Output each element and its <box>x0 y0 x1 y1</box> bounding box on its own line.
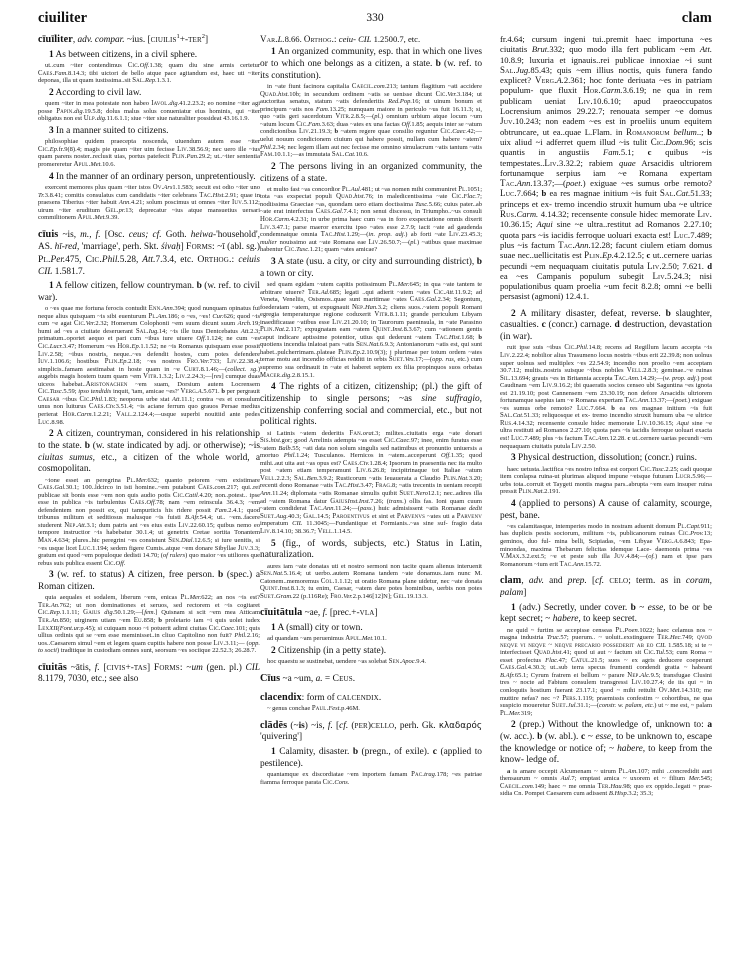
sense-number: 3 <box>271 256 276 267</box>
entry-continuation: Var.L.8.66. Orthog.: ceiu- CIL 1.2500.7, etc. <box>260 34 421 44</box>
dictionary-entry <box>260 720 482 786</box>
sense-number: 1 <box>271 47 276 58</box>
dictionary-entry <box>260 34 482 600</box>
dictionary-entry <box>38 229 260 655</box>
dictionary-entry <box>260 673 482 686</box>
sense-citations: exercent memores plus quam ~iter istos Ov.Ars1.1.583; secuit est odio ~iter uno Tr.3.8.41; comitis consulatus cum candidatis ~iter celebrans Tac.Hist.2.91; quae in praesens Tiberius ~iter habuit Ann.4.21; solum poscimus ut omnes ~iter Iuv.5.112; uirum ~iter eruditum Gel.pr.13; deprecatur ~ius atque mansuetius uersari commilitonem Apul.Met.9.39. <box>38 184 260 222</box>
sense-definition: 3 A state (usu. a city, or city and surrounding district), b a town or city. <box>260 256 482 279</box>
sense-citations: ~es calamitasque, intemperies modo in nostram aduenit domum Pl.Capt.911; has duplicis pestis sociorum, militum ~is, publicanorum ruinas Cic.Prov.13; geminos, duo ful- mina belli, Scipiadas, ~em Libyae Verg.A.6.843; Epa- minondas, maxima Thebarum felicitas idemque Lace- daemonis prima ~es V.Max.3.2.ext.5; ~e et peste sub illa Juv.4.84;—(of.) nam et ipse pars Romanorum ~ium erit Tac.Ann.15.72. <box>500 522 712 568</box>
column-1 <box>38 34 260 959</box>
sense-definition: 3 Physical destruction, dissolution; (concr.) ruins. <box>511 453 697 464</box>
sense-number: 2 <box>271 161 276 172</box>
sense-number: 3 <box>511 453 516 464</box>
sense-citations: ne quid ~ furtim se accepisse censeas Pl.Poen.1022; haec celamus nos ~ magna industria Truc.57; puerum.. ~ uoluit..exstinguere Ter.Hec.749; qvod neqve vi neqve ~ neqve precario possederit ab eo CIL 1.585.18; si te ~ interfecisset Quad.hist.41; quod ui aut ~ factum sit Cic.Tul.53; cum Roma ~ esset profectus Flac.47; Catul.21.5; suos ~ ex agris deducere coeperunt Caes.Gal.4.30.3; ut..sub terra specus frumenti condendi gratia ~ habeant B.Afr.65.1; Cyrum fratrem ei bellum ~ parare Nep.Alc.9.5; transfugae Clusini tres ~ nocte ad Fabium consulem transgressi Liv.10.27.4; de iis qui ~ in conloquiis hostium fuerant 23.17.1; quod ~ mihi rettulit Ov.Met.14.310; me muttire nefas? nec ~? Pers.1.119; praemissis confestim ~ cohortibus, ne qua suspicio moueretur Suet.Jul.31.1;—(constr. w. palam, etc.) ut ~ me est, ~ palam Pl.Mer.319; <box>500 626 712 717</box>
page-number: 330 <box>366 12 384 24</box>
sense-definition: 5 (fig., of words, subjects, etc.) Status in Latin, naturalization. <box>260 538 482 561</box>
sense-citations: ad quandam ~am peruenimus Apul.Met.10.1. <box>267 635 387 643</box>
sense-number: 4 <box>511 498 516 509</box>
sense-number: 1 <box>49 281 54 292</box>
column-3 <box>500 34 712 959</box>
dictionary-entry <box>38 662 260 686</box>
running-head-left: ciuiliter <box>38 10 88 26</box>
entry-continuation: fr.4.64; cursum ingeni tui..premit haec importuna ~es ciuitatis Brut.332; quo modo illa fert publicam ~em Att. 10.8.9; luxuria et ignauis..rei publicae innoxiae ~i sunt Sal.Jug.85.43; quis ~em illius noctis, quis funera fando explicet? Verg.A.2.361; hoc fonte deriuata ~es in patriam populum- que fluxit Hor.Carm.3.6.19; ne qua in rem publicam ueniat Liv.10.6.10; apud praeoccupatos Locrensium animos 29.22.7; renouata semper ~e domus Juv.10.243; non eadem ~es est in proeliis unum equitem obtruncare, ut ea..quae L.Flam. in Romanorum bellum..; b uix aliud ~i adferret quem illud ~is tulit Cic.Dom.96; scis quantis in angustiis Fam.5.1; c quibus ~is tempestates..Liv.3.32.2; rabiem quae Arsacidis ultriorem fortunamque serpius iam ~e Romana expertam Tac.Ann.13.37;—(poet.) exiguae ~es sumus orbe remoto? Luc.7.664; b ea res magnae initium ~is fuit Sal.Cat.51.33; princeps et ex- tremo incendio struxit humum uba ~e ultrice Rus.Carm. 4.14.32; recensente consule hidec memorate Liv. 10.36.15; Aqui sine ~e ultra..restitut ad Romanos 2.27.10; quota pars ~is iacidis ferroque uoluari exacta est! Luc.7.489; plus ~is factum Tac.Ann.12.28; facunt ciulem etiam domus suae nec..uellicitatis est Plin.Ep.4.2.12.5; c ut..cernere uarias pecundi ~em nequaquam ciuitatis putula Liv.2.50; 7.621. d ea ~es Campanis populum subegit Liv.5.24.3; nisi populationibus quam proelia ~um fecit 8.2.8; omni ~e belli persasist (agmoni) 12.4.1. <box>500 34 712 302</box>
sense-definition: 2 The persons living in an organized community, the citizens of a state. <box>260 161 482 184</box>
sense-number: 4 <box>271 382 276 393</box>
sense-number: 3 <box>49 126 54 137</box>
sense-citations: ut..cum ~iter contendimus Cic.Off.1.38; quam diu sine armis certetur Caes.Fam.8.14.3; tibi uictori de bello atque pace agitandum est, haec uti ~iter deponas, illa ut quam iustissima..sit Sal.Rep.1.3.1. <box>38 62 260 85</box>
entry-headword-line: clacendix: form of calcendix. <box>260 692 382 704</box>
entry-headword-line: cīuitātula ~ae, f. [prec.+-vla] <box>260 607 378 619</box>
sense-number: 2 <box>49 429 54 440</box>
sense-definition: 1 A fellow citizen, fellow countryman. b (w. ref. to civil war). <box>38 281 260 303</box>
sense-citations: hoc quaestu se sustinebat, uendere ~as solebat Sen.Apoc.9.4. <box>267 658 427 666</box>
headword: clādēs <box>260 719 288 731</box>
sense-number: 1 <box>511 602 516 613</box>
column-2 <box>260 34 482 959</box>
column-container <box>0 34 750 959</box>
dictionary-entry <box>500 309 712 569</box>
sense-definition: 4 (applied to persons) A cause of calamity, scourge, pest, bane. <box>500 498 712 521</box>
sense-citations: et multo fast ~as concordior Pl.Aul.481; ut ~as nomen mihi communiret Pl.1051; tota ~as exspectat populi Quad.hist.76; in maledicentissima ~ate Cic.Flac.7; nodiissima Graeciae ~as, quondam uero etiam doctissima Tusc.5.66; cuius pater..ab ~ate erat interfectus Caes.Gal.7.4.1; non senui discessu, in Triumpho..~us consuli Hor.Carm.4.2.31; in urbe prima haec cum ~as in foro exspectatione omnis dixerit Liv.3.47.1; parse maeror exercitu ipso ~ates esse 2.7.9; iacit ~ate ad gaudenda condemnatque omnia Tac.Hist.1.29;—(in. prop. adj.) ab forti ~ate Liv.23.45.3; mulier nouissimo aut ~ate Romana eae Liv.26.50.7;—(pl.) ~atibus quae maximae habentur Cic.Tusc.1.21; quam ~ates amicae? <box>260 185 482 254</box>
running-head-right: clam <box>681 10 712 26</box>
sense-citations: a is amare occepit Alcumenam ~ uirum Pl.Am.107; mihi ..concredidit auri thensaurum ~ omnis Aul.7; emptast amica ~ uxorem et ~ filium Mer.545; Caecil.com.149; haec ~ me omnia Ter.Hau.98; quo ex oppido..legati ~ prae- sidia Cn. Pompei Caesarem cum adissent B.Hisp.3.2; 35.3; <box>500 767 712 798</box>
sense-number: 2 <box>511 308 516 319</box>
sense-number: 3 <box>49 570 54 581</box>
sense-number: 2 <box>49 87 54 98</box>
sense-definition: 3 In a manner suited to citizens. <box>49 126 169 137</box>
entry-headword-line: clam, adv. and prep. [cf. celo; term. as in coram, palam] <box>500 575 712 598</box>
sense-definition: 2 A citizen, countryman, considered in his relationship to the state. b (w. state indicated by adj. or otherwise); ~is ciuitas sumus, etc., a citizen of the whole world, a cosmopolitan. <box>38 429 260 475</box>
running-head <box>0 0 750 30</box>
sense-citations: ~ione esset an peregrina Pl.Mer.632; quanto peiorem ~em existimare Caes.Gal.30.1; 100..ldcirco in isti homine..~em putabunt Caes.com.217; qui..rei publicae sit bonis esse ~em non quis audio potis Cic.Catil.4.20; non..potest.. ipse esse in publica ~is turbulentus Caes.Off.78; nam ~em reinscula 36.4.3; ~em defendentem non possit ex, qui tampurticis his ridere possit Fam.2.4.1; quod tribunus militum et seditiosus malusque ~is fuisti B.Afr.54.4; ut.. ~em..facere studerent Nep.Att.3.1; dum patris ani ~es eius estis Liv.22.60.15; quibus nemo eo tempore instructior ~is habebatur 30.1.4; ut genetrix Cretae sortita Tonantem Man.4.634; plures..hic peregrini ~es consistunt Sen.Dial.12.6.5; si iure uenitis, si ~es usque licet Luc.1.194; sedem figere Cumis..atque ~em donare Sibyllae Juv.3.3; gratum est quod ~em populoque dedisti 14.70; (of rulers) quo maior ~es utiliores que rebus suis publica essent Cic.Off. <box>38 476 260 567</box>
entry-headword-line: Cīus ~a ~um, a. = Ceus. <box>260 672 356 684</box>
sense-citations: in ~ate fiunt facinora capitalia Caecil.com.213; tantum flagitium ~ati accidere Quad.hist.10b; in secundum ordinem ~atis se uenisse dicunt Cic.Ver.3.184; ut auctoritas senatus, statum ~atis defenderitis Red.Pop.16; ut uinum bonum et principum ~atis nos Fam.13.25; numquam maiore in periculo ~us fuit 16.11.3; si, quo ~atis geri sacerdotum Vitr.2.8.5;—(pl.) omnium urbium atque locum ~um ~atum locum Cic.Fam.3.63; duas ~ates ex una factas Off.1.85; aequis inter se ~atum condicionibus Liv.21.19.3; b ~atem regere quae consilio reguntur Cic.Caec.42;—uelut nouum condicionem ciuium qui habere possit, nullam cum habere ~atem? Phil.2.34; nec legem illam aut nec fecisse me omnino simulacrum ~atis tantum ~atis Fam.10.1.1;—as immutata Sal.Cat.10.6. <box>260 83 482 159</box>
sense-definition: 4 The rights of a citizen, citizenship; (pl.) the gift of citizenship to single persons; ~as sine suffragio, citizenship conferring social and commercial, etc., but not political rights. <box>260 382 482 428</box>
sense-definition: 2 (prep.) Without the knowledge of, unknown to: a (w. acc.). b (w. abl.). c ~ esse, to be unknown to, escape the knowledge or notice of; ~ habere, to keep from the know- ledge of. <box>500 720 712 766</box>
sense-definition: 1 A (small) city or town. <box>271 623 363 634</box>
sense-number: 2 <box>511 720 516 731</box>
sense-number: 5 <box>271 538 276 549</box>
sense-citations: quantamque ex discordiatae ~em inportem famam Pac.trag.178; ~es patriae fiamma ferroque parata Cic.Cons. <box>260 771 482 786</box>
sense-citations: philosophiae quidem praecepta noscenda, uiuendum autem esse ~iter Cic.Ep.fr.9(8).4; magis pie quam ~iter uim fecisse Liv.38.56.9; nec uero ille ~ius quam parens noster..reclusit uias, portus patefecit Plin.Pan.29.2; ut..~iter sententia promereretur Apul.Met.10.6. <box>38 138 260 168</box>
sense-definition: 1 As between citizens, in a civil sphere. <box>49 49 198 60</box>
headword: cīuitātula <box>260 607 303 619</box>
sense-citations: aures iam ~ate donatas uti et nostro sermoni non tacite quam alienus interuenit Sen.Nat.5.16.4; ut uerbo..autem Romana tandem ~ate donamus..iam nunc M. Catonem..memoremus Col.1.1.12; ut oratio Romana plane uidetur, nec ~ate donata Quint.Inst.8.1.3; tu enim, Caesar, ~atem dare potes hominibus, uerbis non potes Suet.Gram.22 (p.116Re); Fro.Ver.2.p.146[12]N]; Gel.19.13.3. <box>260 562 482 600</box>
sense-number: 4 <box>49 171 54 182</box>
sense-number: 1 <box>49 49 54 60</box>
sense-definition: 3 (w. ref. to status) A citizen, free person. b (spec.) a Roman citizen. <box>38 570 260 593</box>
sense-definition: 2 Citizenship (in a petty state). <box>271 646 387 657</box>
dictionary-entry <box>260 607 482 666</box>
entry-headword-line: cīuīliter, adv. compar. ~ius. [ciuilis$^1$+-ter$^2$] <box>38 34 209 45</box>
sense-definition: 1 An organized community, esp. that in which one lives or to which one belongs as a citizen, a state. b (w. ref. to its constitution). <box>260 47 482 81</box>
headword: clam <box>500 575 522 587</box>
entry-headword-line: cīuis ~is, m., f. [Osc. ceus; cf. Goth. heiwa-'household', AS. hī-red, 'marriage', perh. Skt. śivaḥ] Forms: ~ī (abl. sg.) Pl.Per.475, Cic.Phil.5.28, Att.7.3.4, etc. Orthog.: ceiuis CIL 1.581.7. <box>38 228 260 277</box>
sense-number: 2 <box>271 646 276 657</box>
headword: clacendix <box>260 692 302 704</box>
sense-citations: ruit ipse suis ~ibus Cic.Phil.14.8; recens ad Regillum lacum accepta ~is Liv.2.22.4; nobilior alius Trasumeno locus nostris ~ibus erit 22.39.8; non uolnus super uolnus sed multiplex ~es 22.54.9; incendio non proelio ~em acceptam 30.7.12; multis..nostris suisque ~ibus nobiles Vell.2.8.3; geminae..~e ruinas Sil.13.694; grauis ~es in Britannia accepta Tac.Ann.14.29;—(w. prop. adj.) post Caudinam ~em Liv.9.16.2; ibi quaeratis socios censeo ubi Saguntina ~es ignota est 21.19.10; post Cannensem ~em 23.30.19; non defore Arsacidis ultriorem fortunamque saepius iam ~e Romana expertam Tac.Ann.13.37;—(poet.) exiguae ~es sumus orbe remoto? Luc.7.664. b ea res magnae initium ~is fuit Sal.Cat.51.33; reliquosque et ex- tremo incendio struxit humum uba ~e ultrice Rus.4.14.32; recensente consule hidec memorate Liv.10.36.15; Aqui sine ~e ultra restituti ad Romanos 2.27.10; quota pars ~is iacidis ferroque uoluari exacta est! Luc.7.489; plus ~is factum Tac.Ann.12.28. c ut..cernere uarias pecundi ~em nequaquam ciuitatis putula Liv.2.50. <box>500 344 712 450</box>
headword: cīuīliter <box>38 34 73 45</box>
headword: cīuitās <box>38 661 67 673</box>
sense-citations: quia aequales et sodalem, liberum ~em, enicas Pl.Mer.622; an nos ~is est? Ter.An.762; ut non dominationes et seruos, sed rectorem et ~is cogitaret Cic.Rep.1.1.11; Gaius dig.50.1.29;—[fem.] Quisnam si scit ~em mea Atticam Ter.An.850; uirginem utiam ~em Eu.858; b proletario iam ~i quis uolet iudex LexXII(Font.ur.p.45); si cuiquam nouo ~i potuerit adimi ciuitas Cic.Caec.101; quis ullius ordinis qui se ~em esse meminisset..in cliuo Capitolino non fuit? Phil.2.16; uos..Caesarem simul ~em et legem quam cupitis habere non posse Liv.3.11;— (opp. to socii) traditique in custodiam omnes sunt, seorsum ~es sociique 22.52.3; 26.28.7. <box>38 594 260 655</box>
sense-definition: 2 A military disaster, defeat, reverse. b slaughter, casualties. c (concr.) carnage. d destruction, devastation (in war). <box>500 308 712 343</box>
headword: Cīus <box>260 672 281 684</box>
sense-number: 1 <box>271 623 276 634</box>
entry-headword-line: cīuitās ~ātis, f. [civis+-tas] Forms: ~um (gen. pl.) CIL 8.1179, 7030, etc.; see also <box>38 661 260 685</box>
sense-citations: ~ genus conchae Paul.Fest.p.46M. <box>267 705 360 713</box>
dictionary-entry <box>500 575 712 798</box>
dictionary-entry <box>38 34 260 222</box>
sense-citations: haec uetusta..lactifica ~es nostro infixa est corpori Cic.Tusc.2.25; cadi quoque item conlapsa ruina-ut plurimas aliquod impune ~eisque futuram Lucr.5.96;—urbs tota..corruit et Taygeti montis magna pars..abrupta ~em eam insuper ruina pressit Plin.Nat.2.191. <box>500 465 712 496</box>
sense-number: 1 <box>271 747 276 757</box>
sense-definition: 2 According to civil law. <box>49 87 142 98</box>
dictionary-entry <box>500 34 712 302</box>
sense-citations: sed quam egidam ~utem capitis potissimum Pl.Mer.645; in qua ~ate tantem te arbitrare uiuere? Ter.Ad.685; legati ..qui adierit ~atem ~ates Cic.Att.11.9.2; ad Veneta, Veneliis, Osismos..quae sunt maritimae ~ates Caes.Gal.2.34; Segontum, foederatam ~atem, ut expugnauit Nep.Han.3.2; cliens suos..~atem populi Romani egregia temperaturque regione coduxerit Vitr.8.1.11; grande periculum Libyam inaedificauae ~atibus esse Liv.21.20.10; in Taurorum paeninsula, in ~ate Parasino Plin.Nat.2.117; expugnatam eam ~atem Quint.Inst.8.3.67; cum ~ationem gentis caput indicare aptissime potentior, utius qui dederunt ~atem Tac.Hist.1.68; b quotiens incendia inlatoat pars ~atis Sen.Nat.6.9.3; Antonianorum ~atis est, qui sunt habet..pulcherrimam..plateae Plin.Ep.2.10.9(3); j plurimae per totum ordem ~ates terrae motu aut incendio officias redditi in orbis Suet.Ves.17;—(opp. rus, etc.) cum supremo sua ordinauit in ~ate et haberet septem ex filia propinquos suos orbatas Macer.dig.2.8.15.1. <box>260 280 482 379</box>
sense-definition: 1 Calamity, disaster. b (pregn., of exile). c (applied to pestilence). <box>260 747 482 769</box>
sense-citations: si Latinis ~atem dederitis Fan.orat.3; milites..ciuitatis erga ~ate donari Sis.hist.gor; good Arrelinis adempta ~as esset Cic.Caec.97; inee, enim furatus esse ~atem Balb.55; ~ati data non solum singulis sed natimibus et pronuntio uniuersis a mortuo Phil.1.24; Tusculanos. Hernicos in ~atem..acceperunt Off.1.35; quod mihi..aut uita aut ~as opus est? Caes.Civ.1.28.4; Ipsorum in praesentia nec ita multo post ~atem etiam temperamunt Liv.6.26.8; incipitrinaque tot Italiae ~atum Vell.2.2.3; Sal.Ben.3.9.2; Rusticorum ~atis Ieuauerata a Claudio Plin.Nat.3.20; recenti dono Romanae ~atis Tac.Hist.3.47; Frag.8; ~atis trecentis in ueniam recepti Ann.11.24; diplomata ~atis Romanae simulis quibit Suet.Nero12.1; nec..adires illa ad ~atem Romana datur GaiusInst.Inst.7.26; (trans.) ollis fas. Ioni quam cuum ~atem condiderat Tac.Ann.11.24;—(pass.) huic admisissent ~atis Romanae dedit Suet.Aug.40.3; Gal.14.5; Paroentivus et sint et Parvenvs ~ates uti a Parvenv imperatum CIL 11.3045;—Fundaniique et Formianis..~as sine suf- fragio data Liv.8.14.10; 38.36.7; Vell.1.14.5. <box>260 429 482 535</box>
sense-definition: 1 (adv.) Secretly, under cover. b ~ esse, to be or be kept secret; ~ habere, to keep secret. <box>500 602 712 625</box>
dictionary-entry <box>260 692 482 712</box>
headword: cīuis <box>38 228 59 240</box>
sense-citations: o ~es quae me fortuna ferocis contudit Enn.Ann.394; quod nunquam opinatus fui neque alius quisquam ~is sibi euenturum Pl.Am.186; o ~es, ~es! Cur.626; quod ~is cum ~e agat Cic.Ver.2.32; Homerum Colophonii ~em suum dicunt suum Arch.19; humi ad ~es a ciuitate deseruerant Sal.Iug.14; ~is ille tuus Dentcebatus Att.2.3; primatum..oportet aequo et pari cum ~ibus iure uiuere Off.1.124; ne cum ~es Cic.Lucr.3.47; Homerum ~es Hor.Ep.1.1.52; ne ~is Romanus quisquam esse possit Liv.2.58; ~ibus nostris, neque..~es defendit hostes, cum potes defendere Iuv.1.106.6; hostibus Plin.Ep.2.18; ~es nostros Fro.Ver.733; Liv.22.38.4; simplicis..famam aestimabat in hoste quam in ~e Curt.8.1.46;—(collect. sg.) augebis magis hostem tuum quam ~em Vitr.1.3.2; Liv.2.24.3;—[res] cumque duas uiceos habebat..Aristonachen ~em suam, Dorsium autem Locrensem Cic.Tusc.5.59; ipso tendidis inquit, 'tam, amicae ~es?' Verg.A.5.671. b per pergrauit Caesar ~ibus Cic.Phil.1.83; neoporus urbe stat Att.11.1; contra ~es et consulum unus non luiturus Caes.Civ.3.51.4; ~is aciane ferrum quo grauos Persae medius perierat Hor.Carm.1.2.21; Vall.2.124.4;—usque superbi nouitiid ante pedes Luc.8.98. <box>38 305 260 426</box>
entry-headword-line: clādēs (~is) ~is, f. [cf. (per)cello, perh. Gk. κλαδαρός 'quivering'] <box>260 719 482 743</box>
sense-citations: quem ~iter in mea potestate non habeo Iavol.dig.41.2.23.2; eo nomine ~iter agi posse Papin.dig.19.5.8; dolus malus solus conueniatur eius hominis, qui ~iter obligatus non est Ulp.dig.11.6.1.1; siue ~iter siue naturaliter possideat 43.16.1.9. <box>38 100 260 123</box>
sense-definition: 4 In the manner of an ordinary person, unpretentiously. <box>49 171 256 182</box>
